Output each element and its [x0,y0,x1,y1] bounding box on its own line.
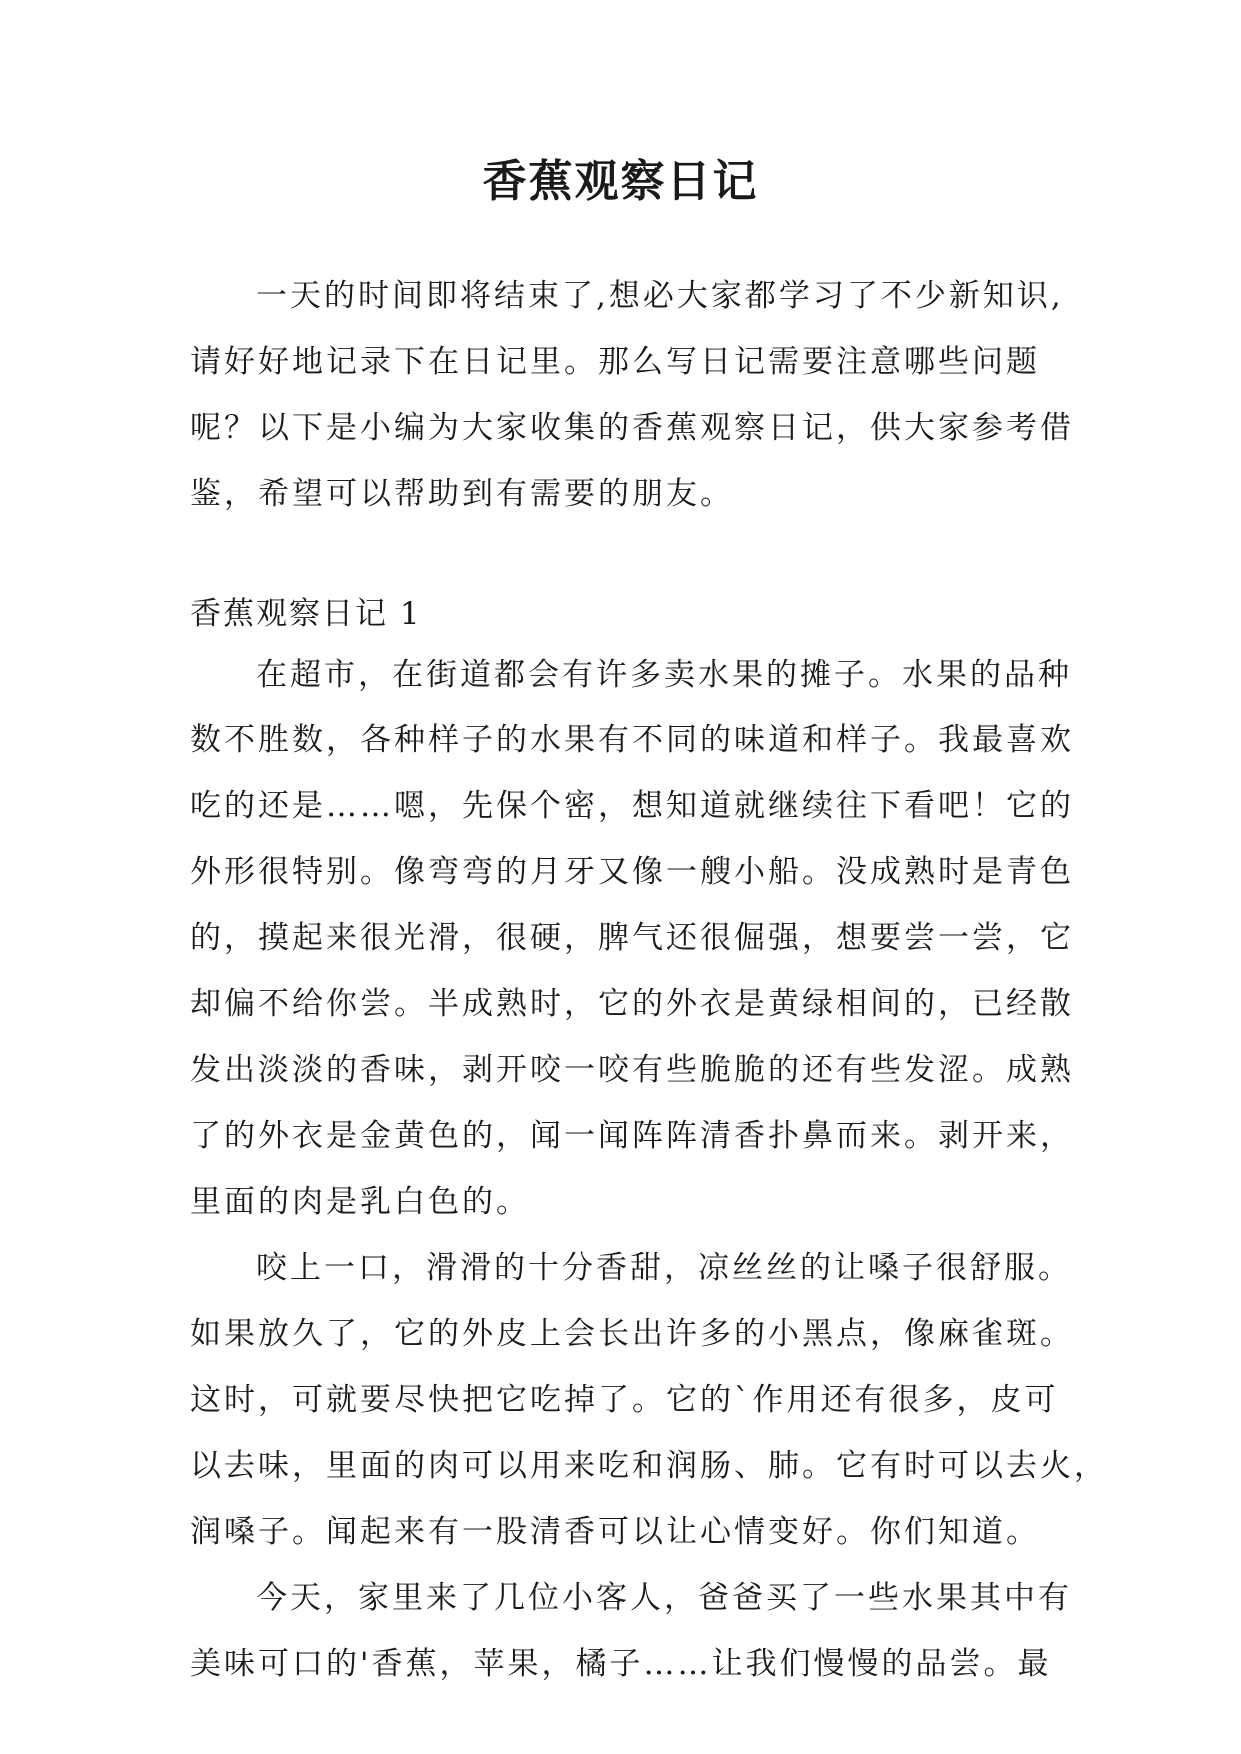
paragraph-line: 数不胜数，各种样子的水果有不同的味道和样子。我最喜欢 [190,722,1074,758]
paragraph-line: 呢？以下是小编为大家收集的香蕉观察日记，供大家参考借 [190,410,1074,446]
paragraph-line: 一天的时间即将结束了,想必大家都学习了不少新知识, [256,278,1064,314]
paragraph-line: 润嗓子。闻起来有一股清香可以让心情变好。你们知道。 [190,1514,1040,1550]
paragraph-line: 在超市，在街道都会有许多卖水果的摊子。水果的品种 [256,657,1072,693]
paragraph-line: 这时，可就要尽快把它吃掉了。它的`作用还有很多，皮可 [190,1382,1059,1418]
paragraph-line: 咬上一口，滑滑的十分香甜，凉丝丝的让嗓子很舒服。 [256,1250,1072,1286]
paragraph-line: 以去味，里面的肉可以用来吃和润肠、肺。它有时可以去火， [190,1448,1108,1484]
document-title: 香蕉观察日记 [482,156,759,207]
paragraph-line: 吃的还是……嗯，先保个密，想知道就继续往下看吧！它的 [190,788,1074,824]
paragraph-line: 今天，家里来了几位小客人，爸爸买了一些水果其中有 [256,1580,1072,1616]
section-heading: 香蕉观察日记 1 [190,596,422,632]
paragraph-line: 请好好地记录下在日记里。那么写日记需要注意哪些问题 [190,344,1040,380]
paragraph-line: 了的外衣是金黄色的，闻一闻阵阵清香扑鼻而来。剥开来， [190,1118,1074,1154]
paragraph-line: 发出淡淡的香味，剥开咬一咬有些脆脆的还有些发涩。成熟 [190,1052,1074,1088]
paragraph-line: 美味可口的'香蕉，苹果，橘子……让我们慢慢的品尝。最 [190,1646,1052,1682]
paragraph-line: 外形很特别。像弯弯的月牙又像一艘小船。没成熟时是青色 [190,854,1074,890]
paragraph-line: 的，摸起来很光滑，很硬，脾气还很倔强，想要尝一尝，它 [190,920,1074,956]
paragraph-line: 鉴，希望可以帮助到有需要的朋友。 [190,476,734,512]
paragraph-line: 如果放久了，它的外皮上会长出许多的小黑点，像麻雀斑。 [190,1316,1074,1352]
paragraph-line: 却偏不给你尝。半成熟时，它的外衣是黄绿相间的，已经散 [190,986,1074,1022]
paragraph-line: 里面的肉是乳白色的。 [190,1184,530,1220]
